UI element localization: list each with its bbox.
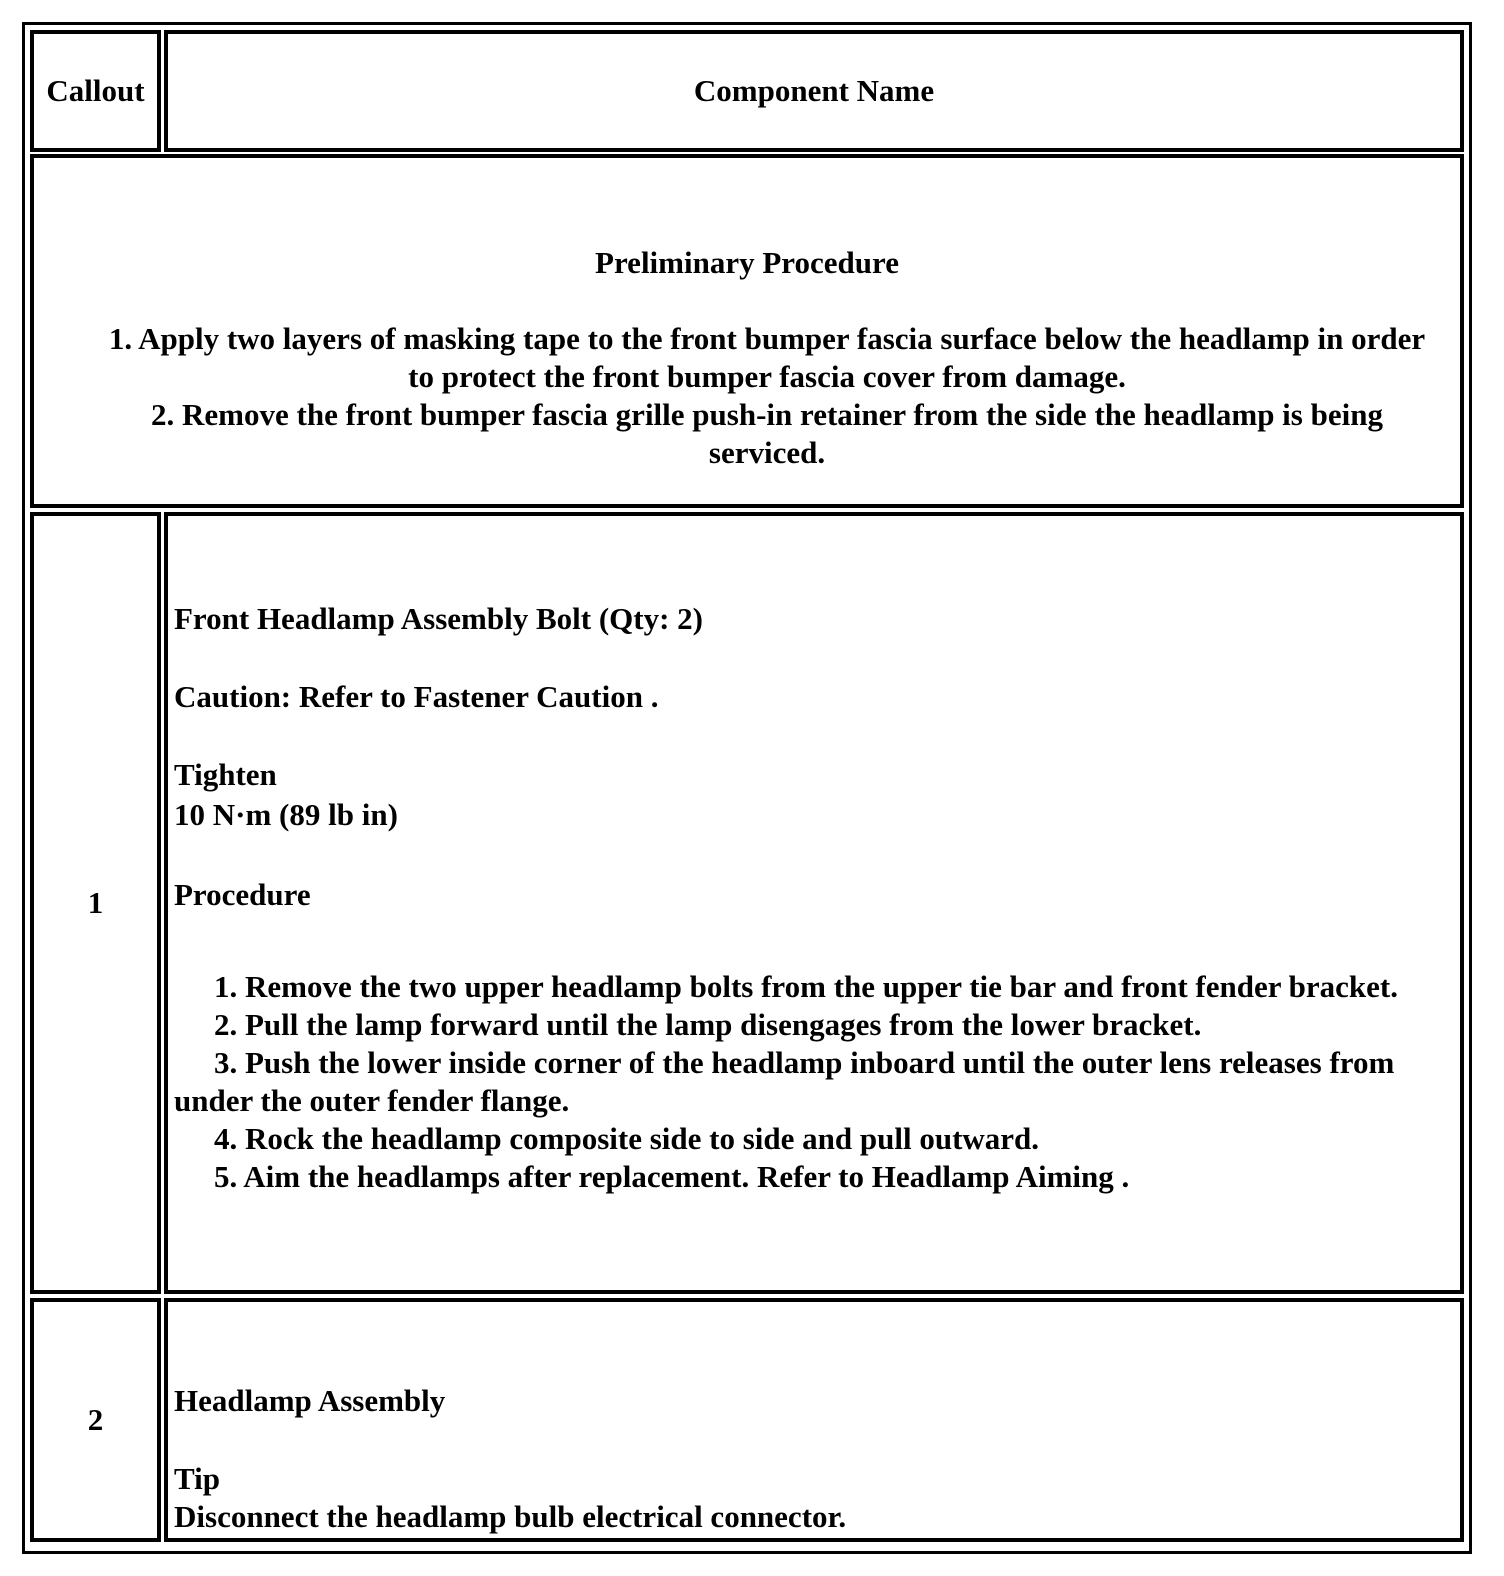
header-callout-label: Callout bbox=[46, 73, 145, 108]
row-1-caution: Caution: Refer to Fastener Caution . bbox=[174, 679, 659, 714]
row-2-component bbox=[164, 1298, 1464, 1542]
preliminary-procedure-title: Preliminary Procedure bbox=[595, 245, 899, 280]
row-2-callout bbox=[30, 1298, 161, 1542]
preliminary-procedure-cell bbox=[30, 154, 1464, 508]
procedure-step: 1. Remove the two upper headlamp bolts from the upper tie bar and front fender bracket. bbox=[214, 969, 1399, 1004]
row-1-callout bbox=[30, 512, 161, 1294]
header-callout bbox=[30, 30, 161, 152]
preliminary-step: 2. Remove the front bumper fascia grille push-in retainer from the side the headlamp is being serviced. bbox=[151, 397, 1383, 470]
procedure-step: 2. Pull the lamp forward until the lamp disengages from the lower bracket. bbox=[214, 1007, 1202, 1042]
row-1-procedure-label: Procedure bbox=[174, 877, 311, 912]
procedure-step: 4. Rock the headlamp composite side to side and pull outward. bbox=[214, 1121, 1040, 1156]
row-1-component bbox=[164, 512, 1464, 1294]
row-1-component-name: Front Headlamp Assembly Bolt (Qty: 2) bbox=[174, 601, 703, 636]
header-component-name-label: Component Name bbox=[693, 73, 935, 108]
row-1-callout-number: 1 bbox=[87, 885, 104, 920]
row-1-tighten-value: 10 N·m (89 lb in) bbox=[174, 797, 398, 832]
row-2-component-name: Headlamp Assembly bbox=[174, 1383, 446, 1418]
row-2-tip-text: Disconnect the headlamp bulb electrical connector. bbox=[174, 1499, 847, 1534]
preliminary-steps-list bbox=[94, 320, 1440, 472]
row-1-tighten-label: Tighten bbox=[174, 757, 277, 792]
procedure-step: 3. Push the lower inside corner of the headlamp inboard until the outer lens releases from under the outer fender flange. bbox=[174, 1045, 1395, 1118]
row-1-procedure-steps bbox=[174, 968, 1420, 1196]
procedure-step: 5. Aim the headlamps after replacement. Refer to Headlamp Aiming . bbox=[214, 1159, 1130, 1194]
row-2-callout-number: 2 bbox=[87, 1402, 104, 1437]
row-2-tip-label: Tip bbox=[174, 1461, 220, 1496]
header-component-name bbox=[164, 30, 1464, 152]
preliminary-step: 1. Apply two layers of masking tape to the front bumper fascia surface below the headlamp in order to protect the front bumper fascia cover from damage. bbox=[108, 321, 1426, 394]
